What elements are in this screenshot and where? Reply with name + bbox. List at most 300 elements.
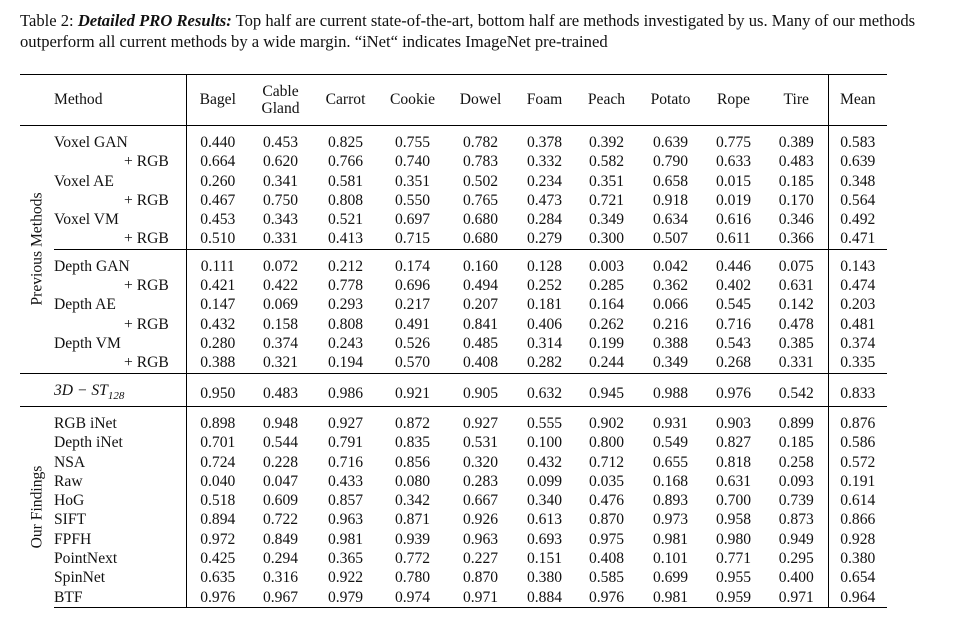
value-cell-rope: 0.268	[715, 354, 752, 372]
value-cell-rope: 0.616	[715, 211, 752, 229]
value-cell-cookie: 0.856	[394, 453, 431, 471]
spacer-cell	[829, 373, 887, 381]
value-cell-tire: 0.258	[778, 453, 814, 471]
method-cell	[54, 414, 187, 433]
value-cell-foam: 0.181	[526, 296, 563, 314]
value-cell-dowel: 0.667	[462, 492, 499, 510]
value-cell-foam: 0.100	[526, 434, 563, 452]
spacer-cell	[515, 126, 575, 134]
value-cell-tire: 0.295	[778, 550, 814, 568]
value-cell-bagel: 0.518	[187, 491, 249, 510]
table-row	[20, 133, 887, 152]
table-row	[20, 257, 887, 276]
method-name: HoG	[54, 492, 85, 510]
table-row	[20, 549, 887, 568]
method-cell	[54, 276, 187, 295]
value-cell-cookie: 0.755	[394, 134, 431, 151]
spacer-cell	[313, 406, 379, 414]
spacer-cell	[249, 249, 313, 257]
value-cell-carrot: 0.791	[327, 434, 364, 452]
value-cell-carrot: 0.433	[327, 472, 364, 490]
spacer-cell	[515, 406, 575, 414]
method-name: + RGB	[124, 153, 169, 171]
col-header-tire: Tire	[765, 75, 829, 126]
spacer-cell	[703, 126, 765, 134]
value-cell-peach: 0.585	[588, 569, 625, 587]
spacer-cell	[639, 406, 703, 414]
method-cell	[54, 568, 187, 587]
value-cell-bagel: 0.510	[187, 229, 249, 249]
value-cell-cable-gland: 0.316	[262, 569, 299, 587]
spacer-cell	[515, 373, 575, 381]
value-cell-bagel: 0.111	[187, 257, 249, 276]
value-cell-tire: 0.631	[778, 277, 814, 295]
value-cell-dowel: 0.227	[462, 550, 499, 568]
table-row	[20, 472, 887, 491]
value-cell-peach: 0.408	[588, 550, 625, 568]
table-row	[20, 491, 887, 510]
mean-cell: 0.203	[829, 295, 887, 314]
table-row	[20, 510, 887, 529]
value-cell-dowel: 0.680	[462, 211, 499, 229]
value-cell-peach: 0.476	[588, 492, 625, 510]
value-cell-peach: 0.035	[588, 472, 625, 490]
value-cell-tire: 0.478	[778, 315, 814, 333]
value-cell-potato: 0.349	[652, 354, 689, 372]
method-cell	[54, 257, 187, 276]
value-cell-peach: 0.244	[588, 354, 625, 372]
value-cell-dowel: 0.971	[447, 588, 515, 608]
spacer-cell	[703, 373, 765, 381]
method-name: + RGB	[124, 277, 169, 295]
value-cell-tire: 0.873	[778, 511, 814, 529]
value-cell-cookie: 0.080	[394, 472, 431, 490]
spacer-cell	[187, 406, 249, 414]
value-cell-cookie: 0.550	[394, 191, 431, 209]
mean-cell: 0.964	[829, 588, 887, 608]
value-cell-cable-gland: 0.374	[262, 334, 299, 352]
value-cell-tire: 0.949	[778, 530, 814, 548]
value-cell-rope: 0.543	[715, 334, 752, 352]
value-cell-dowel: 0.207	[462, 296, 499, 314]
value-cell-cable-gland: 0.331	[262, 230, 299, 248]
value-cell-peach: 0.349	[588, 211, 625, 229]
table-row	[20, 453, 887, 472]
table-row	[20, 315, 887, 334]
value-cell-cable-gland: 0.620	[262, 153, 299, 171]
value-cell-foam: 0.613	[526, 511, 563, 529]
value-cell-dowel: 0.841	[462, 315, 499, 333]
value-cell-tire: 0.542	[778, 384, 814, 402]
spacer-cell	[313, 373, 379, 381]
mean-cell: 0.654	[829, 568, 887, 587]
value-cell-cookie: 0.217	[394, 296, 431, 314]
value-cell-cookie: 0.491	[394, 315, 431, 333]
value-cell-peach: 0.975	[588, 530, 625, 548]
mean-cell: 0.471	[829, 229, 887, 249]
method-cell	[54, 191, 187, 210]
spacer-cell	[187, 126, 249, 134]
value-cell-potato: 0.362	[652, 277, 689, 295]
value-cell-foam: 0.632	[526, 384, 563, 402]
mean-cell: 0.374	[829, 334, 887, 353]
value-cell-bagel: 0.432	[187, 315, 249, 334]
method-cell	[54, 229, 187, 249]
value-cell-cookie: 0.974	[379, 588, 447, 608]
value-cell-potato: 0.655	[652, 453, 689, 471]
value-cell-cookie: 0.570	[394, 354, 431, 372]
value-cell-tire: 0.093	[778, 472, 814, 490]
method-name: SpinNet	[54, 569, 106, 587]
value-cell-carrot: 0.927	[327, 414, 364, 432]
row-spacer	[20, 406, 887, 414]
value-cell-bagel: 0.440	[187, 133, 249, 152]
value-cell-cookie: 0.740	[394, 153, 431, 171]
value-cell-carrot: 0.212	[327, 257, 364, 275]
mean-cell: 0.380	[829, 549, 887, 568]
value-cell-carrot: 0.365	[327, 550, 364, 568]
table-row	[20, 568, 887, 587]
value-cell-bagel: 0.425	[187, 549, 249, 568]
group-previous-methods-label: Previous Methods	[28, 192, 46, 306]
row-spacer	[20, 126, 887, 134]
mean-cell: 0.833	[829, 381, 887, 407]
spacer-cell	[829, 126, 887, 134]
spacer-cell	[379, 249, 447, 257]
spacer-cell	[54, 373, 187, 381]
spacer-cell	[765, 373, 829, 381]
method-name: FPFH	[54, 530, 92, 548]
spacer-cell	[447, 406, 515, 414]
value-cell-potato: 0.168	[652, 472, 689, 490]
spacer-cell	[379, 373, 447, 381]
spacer-cell	[575, 406, 639, 414]
table-row	[20, 172, 887, 191]
value-cell-cookie: 0.342	[394, 492, 431, 510]
col-header-bagel: Bagel	[187, 75, 249, 126]
value-cell-bagel: 0.147	[187, 295, 249, 314]
value-cell-peach: 0.199	[588, 334, 625, 352]
value-cell-cable-gland: 0.047	[262, 472, 299, 490]
col-header-peach: Peach	[575, 75, 639, 126]
value-cell-foam: 0.252	[526, 277, 563, 295]
value-cell-potato: 0.549	[652, 434, 689, 452]
value-cell-rope: 0.958	[715, 511, 752, 529]
value-cell-cable-gland: 0.069	[262, 296, 299, 314]
value-cell-peach: 0.392	[588, 134, 625, 151]
value-cell-dowel: 0.680	[462, 230, 499, 248]
value-cell-carrot: 0.979	[313, 588, 379, 608]
method-cell	[54, 334, 187, 353]
spacer-cell	[765, 249, 829, 257]
value-cell-peach: 0.976	[575, 588, 639, 608]
value-cell-carrot: 0.243	[327, 334, 364, 352]
value-cell-cable-gland: 0.343	[262, 211, 299, 229]
spacer-cell	[575, 249, 639, 257]
group-header-blank	[20, 75, 54, 126]
value-cell-tire: 0.331	[778, 354, 814, 372]
value-cell-carrot: 0.857	[327, 492, 364, 510]
value-cell-peach: 0.351	[588, 172, 625, 190]
mean-cell: 0.639	[829, 152, 887, 171]
value-cell-cable-gland: 0.294	[262, 550, 299, 568]
value-cell-tire: 0.400	[778, 569, 814, 587]
value-cell-dowel: 0.765	[462, 191, 499, 209]
value-cell-cookie: 0.715	[394, 230, 431, 248]
spacer-cell	[575, 126, 639, 134]
table-row	[20, 381, 887, 407]
group-our-findings	[20, 406, 54, 607]
value-cell-dowel: 0.926	[462, 511, 499, 529]
value-cell-bagel: 0.664	[187, 152, 249, 171]
value-cell-dowel: 0.905	[462, 384, 499, 402]
value-cell-rope: 0.827	[715, 434, 752, 452]
value-cell-bagel: 0.701	[187, 433, 249, 452]
col-header-rope: Rope	[703, 75, 765, 126]
value-cell-foam: 0.380	[526, 569, 563, 587]
value-cell-tire: 0.075	[778, 257, 814, 275]
col-header-foam: Foam	[515, 75, 575, 126]
value-cell-peach: 0.870	[588, 511, 625, 529]
row-spacer	[20, 249, 887, 257]
method-cell	[54, 172, 187, 191]
spacer-cell	[639, 373, 703, 381]
value-cell-dowel: 0.485	[462, 334, 499, 352]
value-cell-peach: 0.712	[588, 453, 625, 471]
value-cell-cookie: 0.939	[394, 530, 431, 548]
table-row	[20, 334, 887, 353]
col-header-cable-line1: Cable	[262, 83, 299, 100]
value-cell-peach: 0.262	[588, 315, 625, 333]
mean-cell: 0.335	[829, 353, 887, 373]
value-cell-bagel: 0.950	[187, 381, 249, 407]
value-cell-bagel: 0.453	[187, 210, 249, 229]
value-cell-carrot: 0.766	[327, 153, 364, 171]
value-cell-carrot: 0.825	[327, 134, 364, 151]
value-cell-peach: 0.164	[588, 296, 625, 314]
value-cell-cookie: 0.835	[394, 434, 431, 452]
value-cell-tire: 0.185	[778, 434, 814, 452]
spacer-cell	[313, 249, 379, 257]
value-cell-foam: 0.099	[526, 472, 563, 490]
value-cell-carrot: 0.293	[327, 296, 364, 314]
table-row	[20, 210, 887, 229]
value-cell-dowel: 0.502	[462, 172, 499, 190]
value-cell-bagel: 0.894	[187, 510, 249, 529]
value-cell-rope: 0.716	[715, 315, 752, 333]
method-name: PointNext	[54, 550, 118, 568]
value-cell-tire: 0.483	[778, 153, 814, 171]
value-cell-cable-gland: 0.158	[262, 315, 299, 333]
value-cell-rope: 0.700	[715, 492, 752, 510]
value-cell-potato: 0.634	[652, 211, 689, 229]
value-cell-potato: 0.981	[652, 530, 689, 548]
spacer-cell	[54, 126, 187, 134]
table-row	[20, 530, 887, 549]
value-cell-bagel: 0.724	[187, 453, 249, 472]
method-cell	[54, 152, 187, 171]
mean-cell: 0.474	[829, 276, 887, 295]
value-cell-rope: 0.771	[715, 550, 752, 568]
value-cell-carrot: 0.716	[327, 453, 364, 471]
value-cell-peach: 0.800	[588, 434, 625, 452]
value-cell-cable-gland: 0.483	[262, 384, 299, 402]
mean-cell: 0.586	[829, 433, 887, 452]
mean-cell: 0.348	[829, 172, 887, 191]
value-cell-cable-gland: 0.544	[262, 434, 299, 452]
method-cell	[54, 510, 187, 529]
value-cell-rope: 0.976	[715, 384, 752, 402]
value-cell-carrot: 0.922	[327, 569, 364, 587]
value-cell-dowel: 0.320	[462, 453, 499, 471]
method-name: + RGB	[124, 315, 169, 333]
value-cell-cable-gland: 0.948	[262, 414, 299, 432]
value-cell-bagel: 0.388	[187, 353, 249, 373]
value-cell-bagel: 0.635	[187, 568, 249, 587]
value-cell-cookie: 0.772	[394, 550, 431, 568]
method-name: Depth AE	[54, 296, 116, 314]
mean-cell: 0.191	[829, 472, 887, 491]
value-cell-foam: 0.340	[526, 492, 563, 510]
caption-text: Top half are current state-of-the-art, bottom half are methods investigated by us. Many of our methods outperform all current methods by a wide margin. “iNet“ indicates ImageNet pre-trained	[20, 11, 916, 51]
value-cell-potato: 0.931	[652, 414, 689, 432]
method-cell	[54, 433, 187, 452]
method-header: Method	[54, 75, 187, 126]
value-cell-peach: 0.285	[588, 277, 625, 295]
spacer-cell	[703, 406, 765, 414]
value-cell-foam: 0.284	[526, 211, 563, 229]
value-cell-potato: 0.388	[652, 334, 689, 352]
value-cell-bagel: 0.280	[187, 334, 249, 353]
value-cell-potato: 0.042	[652, 257, 689, 275]
table-row	[20, 433, 887, 452]
method-cell	[54, 210, 187, 229]
value-cell-dowel: 0.531	[462, 434, 499, 452]
mean-cell: 0.492	[829, 210, 887, 229]
value-cell-foam: 0.314	[526, 334, 563, 352]
method-cell	[54, 315, 187, 334]
spacer-cell	[639, 249, 703, 257]
mean-cell: 0.583	[829, 133, 887, 152]
value-cell-foam: 0.128	[526, 257, 563, 275]
spacer-cell	[765, 126, 829, 134]
mean-cell: 0.481	[829, 315, 887, 334]
method-name: Depth iNet	[54, 434, 123, 452]
spacer-cell	[639, 126, 703, 134]
value-cell-dowel: 0.160	[462, 257, 499, 275]
value-cell-bagel: 0.421	[187, 276, 249, 295]
method-name: RGB iNet	[54, 414, 117, 432]
value-cell-cookie: 0.351	[394, 172, 431, 190]
value-cell-dowel: 0.963	[462, 530, 499, 548]
value-cell-dowel: 0.782	[462, 134, 499, 151]
value-cell-tire: 0.385	[778, 334, 814, 352]
value-cell-dowel: 0.870	[462, 569, 499, 587]
value-cell-rope: 0.545	[715, 296, 752, 314]
method-cell	[54, 295, 187, 314]
spacer-cell	[249, 406, 313, 414]
value-cell-peach: 0.003	[588, 257, 625, 275]
value-cell-foam: 0.884	[515, 588, 575, 608]
value-cell-foam: 0.332	[526, 153, 563, 171]
value-cell-carrot: 0.963	[327, 511, 364, 529]
value-cell-potato: 0.066	[652, 296, 689, 314]
value-cell-cable-gland: 0.321	[262, 354, 299, 372]
caption-label: Table 2:	[20, 11, 74, 30]
value-cell-rope: 0.015	[715, 172, 752, 190]
value-cell-peach: 0.902	[588, 414, 625, 432]
group-previous-methods	[20, 126, 54, 374]
value-cell-rope: 0.446	[715, 257, 752, 275]
value-cell-potato: 0.101	[652, 550, 689, 568]
table-row	[20, 353, 887, 373]
value-cell-rope: 0.402	[715, 277, 752, 295]
method-name: + RGB	[124, 230, 169, 248]
value-cell-cable-gland: 0.967	[249, 588, 313, 608]
col-header-dowel: Dowel	[447, 75, 515, 126]
value-cell-cookie: 0.696	[394, 277, 431, 295]
method-name: Voxel GAN	[54, 134, 128, 151]
value-cell-cable-gland: 0.422	[262, 277, 299, 295]
header-row	[20, 75, 887, 126]
spacer-cell	[54, 406, 187, 414]
value-cell-rope: 0.980	[715, 530, 752, 548]
caption-title: Detailed PRO Results:	[77, 11, 232, 30]
method-name: Voxel AE	[54, 172, 114, 190]
value-cell-cable-gland: 0.228	[262, 453, 299, 471]
spacer-cell	[703, 249, 765, 257]
value-cell-cookie: 0.921	[394, 384, 431, 402]
method-cell	[54, 491, 187, 510]
table-body	[20, 126, 887, 608]
value-cell-carrot: 0.986	[327, 384, 364, 402]
method-cell	[54, 353, 187, 373]
value-cell-tire: 0.366	[778, 230, 814, 248]
spacer-cell	[515, 249, 575, 257]
value-cell-cookie: 0.871	[394, 511, 431, 529]
spacer-cell	[187, 249, 249, 257]
value-cell-potato: 0.699	[652, 569, 689, 587]
spacer-cell	[187, 373, 249, 381]
pro-results-table	[20, 74, 887, 608]
method-cell	[54, 453, 187, 472]
value-cell-cable-gland: 0.609	[262, 492, 299, 510]
value-cell-bagel: 0.976	[187, 588, 249, 608]
value-cell-cookie: 0.526	[394, 334, 431, 352]
table-row	[20, 588, 887, 608]
value-cell-rope: 0.955	[715, 569, 752, 587]
value-cell-tire: 0.389	[778, 134, 814, 151]
mean-cell: 0.572	[829, 453, 887, 472]
value-cell-foam: 0.378	[526, 134, 563, 151]
value-cell-foam: 0.151	[526, 550, 563, 568]
value-cell-tire: 0.142	[778, 296, 814, 314]
group-our-findings-label: Our Findings	[28, 465, 46, 549]
value-cell-foam: 0.473	[526, 191, 563, 209]
table-row	[20, 229, 887, 249]
spacer-cell	[447, 373, 515, 381]
method-name: SIFT	[54, 511, 87, 529]
spacer-cell	[313, 126, 379, 134]
value-cell-tire: 0.346	[778, 211, 814, 229]
table-caption	[20, 10, 950, 52]
value-cell-peach: 0.582	[588, 153, 625, 171]
value-cell-cable-gland: 0.849	[262, 530, 299, 548]
method-cell	[54, 381, 187, 407]
method-name: Depth GAN	[54, 257, 130, 275]
col-header-carrot: Carrot	[313, 75, 379, 126]
col-header-cable-gland	[249, 75, 313, 126]
